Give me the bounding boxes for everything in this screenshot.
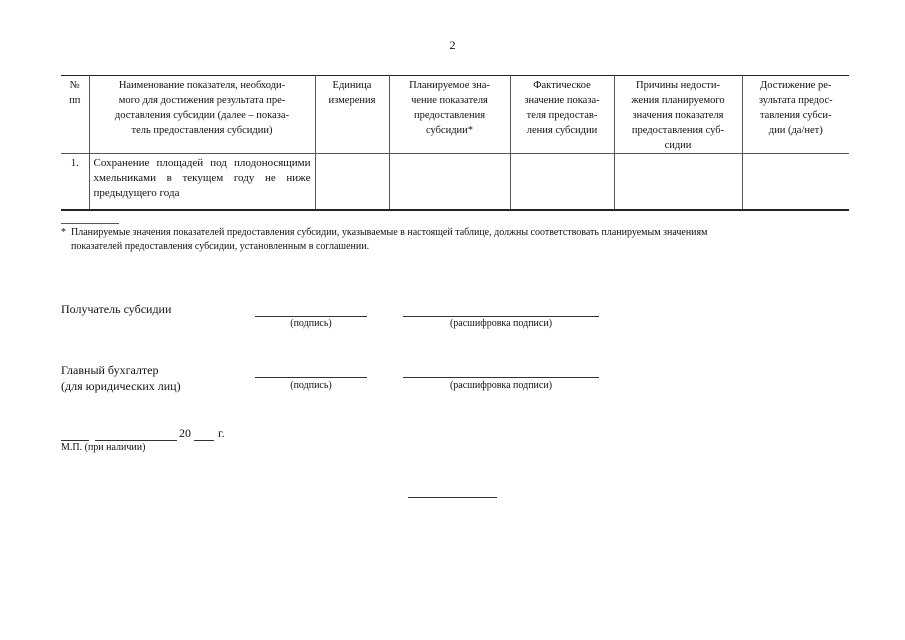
date-month-line[interactable] bbox=[95, 440, 177, 441]
header-line: предоставления суб- bbox=[631, 125, 725, 136]
page-number: 2 bbox=[449, 38, 456, 52]
footnote-text-line2: показателей предоставления субсидии, установленным в соглашении. bbox=[71, 241, 370, 252]
footnote-asterisk: * bbox=[61, 227, 66, 238]
recipient-decode-line[interactable] bbox=[403, 316, 599, 317]
col-header-achievement bbox=[742, 76, 849, 154]
date-year-line[interactable] bbox=[194, 440, 214, 441]
recipient-signature-line[interactable] bbox=[255, 316, 367, 317]
table-row bbox=[61, 154, 849, 211]
date-year-prefix: 20 bbox=[179, 426, 191, 440]
footnote-text-line1: Планируемые значения показателей предоставления субсидии, указываемые в настоящей таблице, должны соответствовать планируемым значениям bbox=[71, 227, 708, 238]
header-line: предоставления bbox=[413, 110, 486, 121]
header-line: Планируемое зна- bbox=[409, 80, 490, 91]
accountant-sublabel: (для юридических лиц) bbox=[61, 379, 181, 393]
document-end-rule bbox=[408, 497, 497, 498]
header-line: Наименование показателя, необходи- bbox=[118, 80, 286, 91]
header-line: тель предоставления субсидии) bbox=[131, 125, 273, 136]
header-line: значение показа- bbox=[524, 95, 600, 106]
col-header-indicator-name bbox=[89, 76, 315, 154]
achievement-cell[interactable] bbox=[742, 154, 849, 211]
recipient-label: Получатель субсидии bbox=[61, 302, 172, 316]
header-line: № bbox=[69, 80, 80, 91]
actual-value-cell[interactable] bbox=[510, 154, 614, 211]
date-year-suffix: г. bbox=[218, 426, 225, 440]
header-line: зультата предос- bbox=[758, 95, 833, 106]
date-day-line[interactable] bbox=[61, 440, 89, 441]
accountant-label: Главный бухгалтер bbox=[61, 363, 159, 377]
accountant-decode-caption: (расшифровка подписи) bbox=[449, 380, 553, 391]
header-line: Достижение ре- bbox=[760, 80, 832, 91]
footnote-divider bbox=[61, 223, 119, 224]
header-line: значения показателя bbox=[632, 110, 724, 121]
unit-cell[interactable] bbox=[315, 154, 389, 211]
header-line: теля предостав- bbox=[526, 110, 598, 121]
table-header-row bbox=[61, 76, 849, 154]
indicator-name: Сохранение площадей под плодоносящими хмельниками в текущем году не ниже предыдущего года bbox=[89, 154, 315, 211]
recipient-signature-caption: (подпись) bbox=[290, 318, 332, 329]
header-line: измерения bbox=[328, 95, 376, 106]
row-number: 1. bbox=[70, 158, 79, 169]
planned-value-cell[interactable] bbox=[389, 154, 510, 211]
header-line: чение показателя bbox=[411, 95, 488, 106]
header-line: сидии bbox=[664, 140, 692, 151]
header-line: ления субсидии bbox=[526, 125, 598, 136]
header-line: субсидии* bbox=[425, 125, 474, 136]
stamp-note: М.П. (при наличии) bbox=[61, 442, 146, 453]
header-line: Причины недости- bbox=[635, 80, 720, 91]
col-header-planned-value bbox=[389, 76, 510, 154]
header-line: доставления субсидии (далее – показа- bbox=[114, 110, 290, 121]
col-header-unit bbox=[315, 76, 389, 154]
reasons-cell[interactable] bbox=[614, 154, 742, 211]
col-header-reasons bbox=[614, 76, 742, 154]
indicator-table bbox=[61, 75, 849, 211]
header-line: жения планируемого bbox=[631, 95, 725, 106]
header-line: пп bbox=[69, 95, 81, 106]
accountant-signature-caption: (подпись) bbox=[290, 380, 332, 391]
recipient-decode-caption: (расшифровка подписи) bbox=[449, 318, 553, 329]
header-line: Единица bbox=[332, 80, 372, 91]
col-header-actual-value bbox=[510, 76, 614, 154]
col-header-number bbox=[61, 76, 89, 154]
header-line: мого для достижения результата пре- bbox=[118, 95, 286, 106]
footnote bbox=[61, 226, 846, 254]
header-line: дии (да/нет) bbox=[768, 125, 823, 136]
accountant-decode-line[interactable] bbox=[403, 377, 599, 378]
header-line: Фактическое bbox=[533, 80, 591, 91]
accountant-signature-line[interactable] bbox=[255, 377, 367, 378]
header-line: тавления субси- bbox=[759, 110, 832, 121]
